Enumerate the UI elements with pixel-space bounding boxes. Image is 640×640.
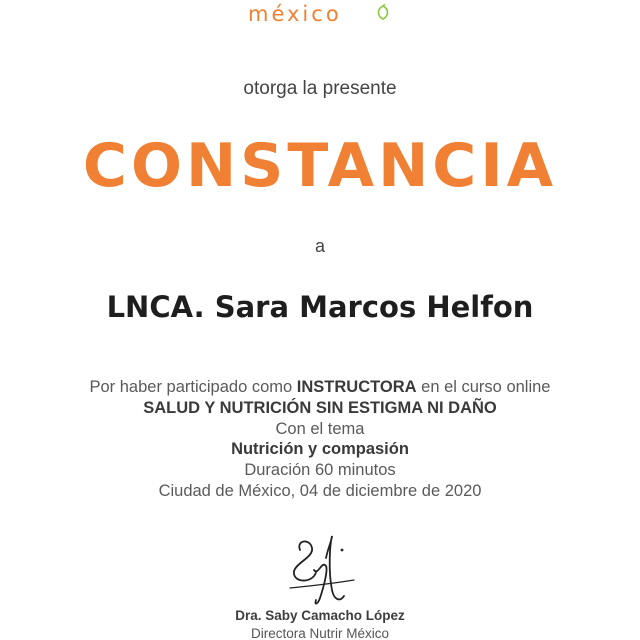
signer-role: Directora Nutrir México	[250, 626, 390, 640]
connector-text: a	[314, 236, 325, 256]
granted-text: otorga la presente	[243, 78, 397, 99]
leaf-stem	[383, 4, 385, 6]
leaf-icon	[376, 4, 390, 20]
logo-wordmark: méxico	[248, 2, 342, 26]
duration-text: Duración 60 minutos	[244, 461, 396, 480]
handwritten-signature	[270, 530, 370, 612]
topic-intro: Con el tema	[275, 419, 365, 438]
place-date-text: Ciudad de México, 04 de diciembre de 2020	[158, 481, 482, 500]
signature-stroke-4	[290, 580, 354, 588]
participation-line	[0, 377, 640, 398]
recipient-name: LNCA. Sara Marcos Helfon	[106, 290, 534, 324]
leaf-shape	[379, 6, 388, 19]
signature-stroke-3	[326, 536, 344, 599]
participation-role: INSTRUCTORA	[296, 378, 417, 396]
nutrir-mexico-logo	[230, 0, 390, 30]
signature-dot	[341, 549, 344, 552]
certificate-title: CONSTANCIA	[82, 131, 558, 201]
topic-name: Nutrición y compasión	[231, 440, 409, 459]
participation-suffix: en el curso online	[416, 378, 551, 396]
participation-prefix: Por haber participado como	[89, 378, 297, 396]
course-name: SALUD Y NUTRICIÓN SIN ESTIGMA NI DAÑO	[143, 398, 497, 417]
signer-name: Dra. Saby Camacho López	[235, 608, 405, 623]
signature-stroke-1	[294, 541, 316, 580]
certificate-body	[0, 377, 640, 502]
